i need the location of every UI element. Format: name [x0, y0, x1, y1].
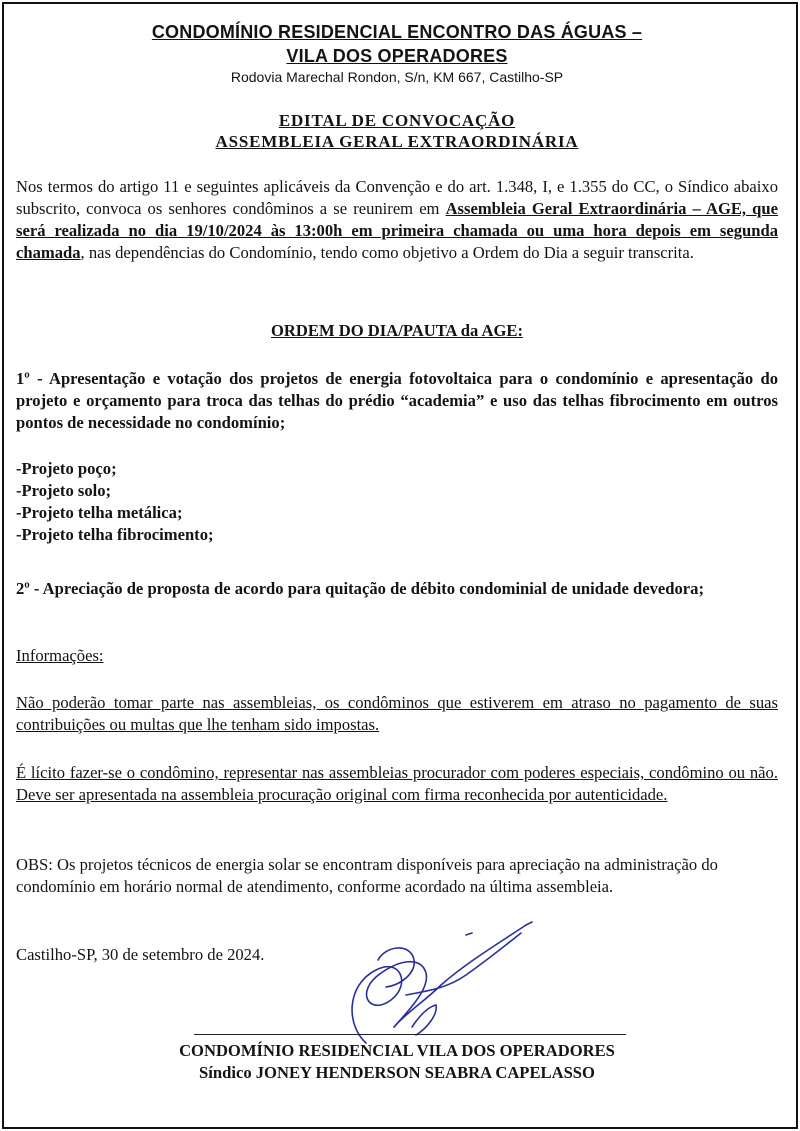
ordem-title: ORDEM DO DIA/PAUTA da AGE: — [271, 321, 523, 340]
list-item: -Projeto poço; — [16, 459, 117, 478]
edital-title: EDITAL DE CONVOCAÇÃO — [278, 111, 516, 130]
header — [16, 20, 778, 86]
info-paragraph-1: Não poderão tomar parte nas assembleias, os condôminos que estiverem em atraso no pagamento de suas contribuições ou multas que lhe tenham sido impostas. — [16, 693, 778, 734]
signer-name: Síndico JONEY HENDERSON SEABRA CAPELASSO — [199, 1063, 595, 1082]
signature-line — [194, 1034, 626, 1035]
signer-block — [16, 1040, 778, 1084]
intro-underlined: Assembleia Geral Extraordinária – AGE, que será realizada no dia 19/10/2024 às 13:00h em primeira chamada ou uma hora depois em segunda chamada — [16, 199, 778, 262]
project-list — [16, 458, 778, 546]
agenda-item-1: 1º - Apresentação e votação dos projetos de energia fotovoltaica para o condomínio e apresentação do projeto e orçamento para troca das telhas do prédio “academia” e uso das telhas fibrocimento em outros pontos de necessidade no condomínio; — [16, 369, 778, 432]
signer-organization: CONDOMÍNIO RESIDENCIAL VILA DOS OPERADORES — [179, 1041, 615, 1060]
assembleia-title: ASSEMBLEIA GERAL EXTRAORDINÁRIA — [215, 132, 579, 151]
obs-paragraph: OBS: Os projetos técnicos de energia solar se encontram disponíveis para apreciação na administração do condomínio em horário normal de atendimento, conforme acordado na última assembleia. — [16, 855, 718, 896]
info-title: Informações: — [16, 646, 104, 665]
date-line: Castilho-SP, 30 de setembro de 2024. — [16, 945, 265, 964]
intro-text-1: Nos termos do artigo 11 e seguintes aplicáveis da Convenção e do art. 1.348, I, e 1.355 do CC, o Síndico abaixo subscrito, convoca os senhores condôminos a se reunirem em — [16, 177, 778, 218]
intro-text-2: , nas dependências do Condomínio, tendo como objetivo a Ordem do Dia a seguir transcrita. — [80, 243, 694, 262]
condominium-address: Rodovia Marechal Rondon, S/n, KM 667, Castilho-SP — [230, 69, 564, 85]
agenda-item-2: 2º - Apreciação de proposta de acordo para quitação de débito condominial de unidade devedora; — [16, 579, 704, 598]
condominium-name-line2: VILA DOS OPERADORES — [286, 46, 508, 66]
intro-paragraph — [16, 176, 778, 264]
list-item: -Projeto telha fibrocimento; — [16, 525, 214, 544]
condominium-name-line1: CONDOMÍNIO RESIDENCIAL ENCONTRO DAS ÁGUAS – — [151, 22, 643, 42]
document-titles — [16, 110, 778, 152]
list-item: -Projeto telha metálica; — [16, 503, 183, 522]
info-paragraph-2: É lícito fazer-se o condômino, representar nas assembleias procurador com poderes especiais, condômino ou não. Deve ser apresentada na assembleia procuração original com firma reconhecida por autenticidade. — [16, 763, 778, 804]
list-item: -Projeto solo; — [16, 481, 112, 500]
